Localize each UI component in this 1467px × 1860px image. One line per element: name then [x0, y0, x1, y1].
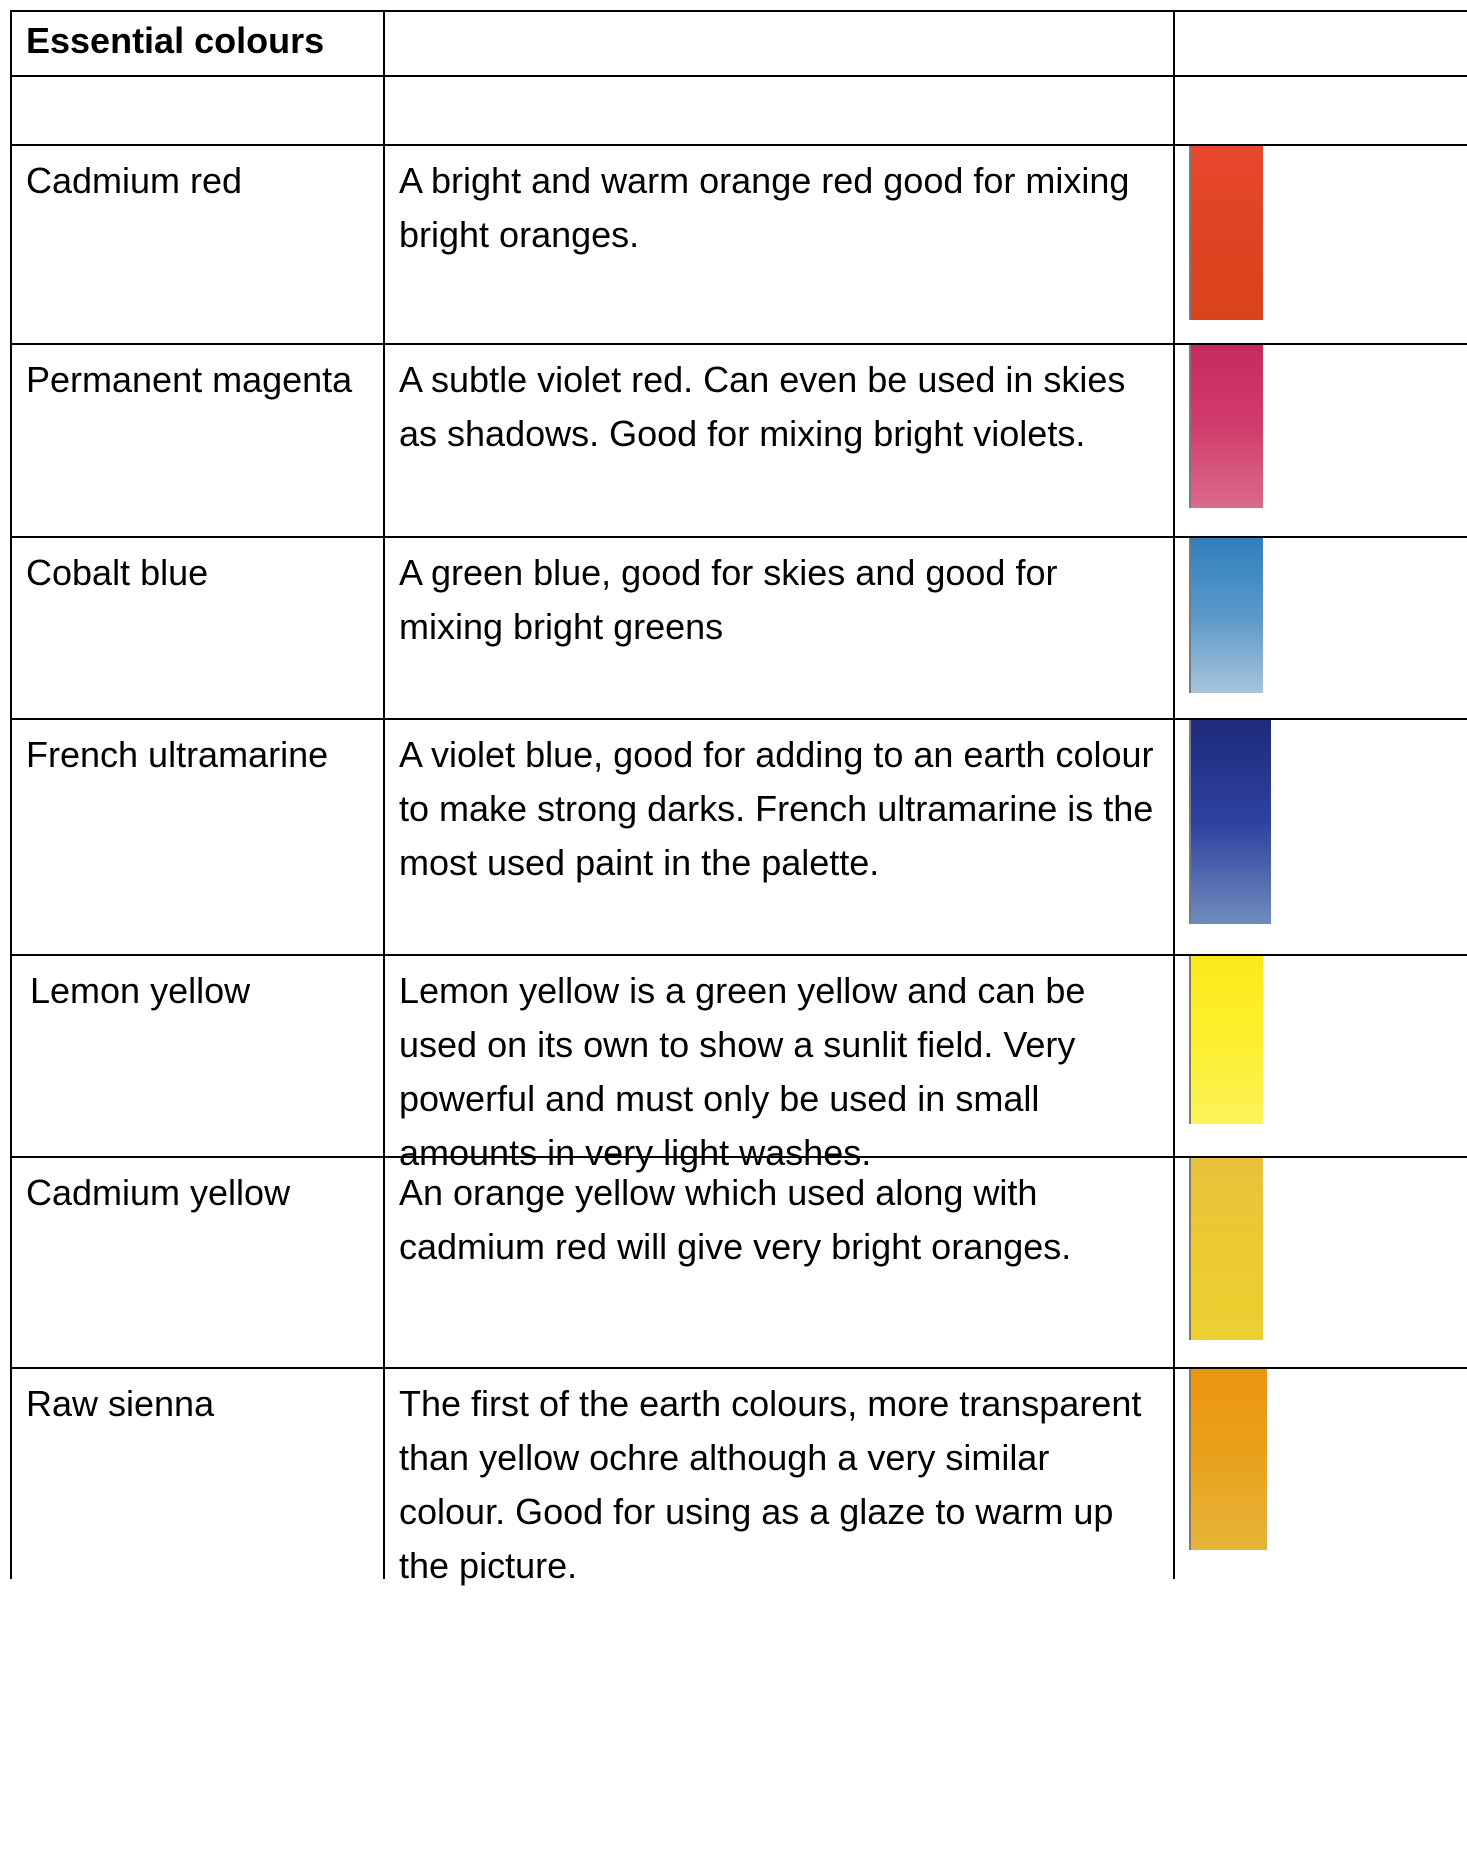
- header-empty-cell: [1173, 12, 1467, 75]
- colour-swatch: [1189, 1369, 1267, 1550]
- colour-description: A bright and warm orange red good for mixing bright oranges.: [383, 146, 1173, 343]
- colour-description: An orange yellow which used along with cadmium red will give very bright oranges.: [383, 1158, 1173, 1367]
- essential-colours-table: [10, 10, 1467, 1586]
- colour-description: A subtle violet red. Can even be used in skies as shadows. Good for mixing bright violets.: [383, 345, 1173, 536]
- colour-name: French ultramarine: [10, 720, 383, 954]
- empty-row: [10, 77, 1467, 146]
- colour-description: Lemon yellow is a green yellow and can be used on its own to show a sunlit field. Very powerful and must only be used in small amounts in very light washes.: [383, 956, 1173, 1156]
- colour-row-french-ultramarine: [10, 720, 1467, 956]
- colour-name: Cadmium yellow: [10, 1158, 383, 1367]
- swatch-cell: [1173, 1158, 1467, 1367]
- header-empty-cell: [383, 12, 1173, 75]
- colour-swatch: [1189, 345, 1263, 508]
- table-header-row: [10, 10, 1467, 77]
- swatch-cell: [1173, 720, 1467, 954]
- swatch-cell: [1173, 1369, 1467, 1579]
- colour-row-raw-sienna: [10, 1369, 1467, 1586]
- empty-cell: [383, 77, 1173, 144]
- colour-description: The first of the earth colours, more transparent than yellow ochre although a very similar colour. Good for using as a glaze to warm up the picture.: [383, 1369, 1173, 1579]
- colour-swatch: [1189, 146, 1263, 320]
- table-title: Essential colours: [10, 12, 383, 75]
- empty-cell: [1173, 77, 1467, 144]
- colour-swatch: [1189, 720, 1271, 924]
- swatch-cell: [1173, 956, 1467, 1156]
- colour-name: Lemon yellow: [10, 956, 383, 1156]
- colour-description: A violet blue, good for adding to an earth colour to make strong darks. French ultramarine is the most used paint in the palette.: [383, 720, 1173, 954]
- colour-row-lemon-yellow: [10, 956, 1467, 1173]
- colour-description: A green blue, good for skies and good for mixing bright greens: [383, 538, 1173, 718]
- colour-row-cobalt-blue: [10, 538, 1467, 720]
- colour-name: Permanent magenta: [10, 345, 383, 536]
- swatch-cell: [1173, 345, 1467, 536]
- colour-swatch: [1189, 956, 1263, 1124]
- colour-row-cadmium-yellow: [10, 1158, 1467, 1369]
- swatch-cell: [1173, 146, 1467, 343]
- colour-row-permanent-magenta: [10, 345, 1467, 538]
- colour-name: Cadmium red: [10, 146, 383, 343]
- swatch-cell: [1173, 538, 1467, 718]
- colour-name: Cobalt blue: [10, 538, 383, 718]
- empty-cell: [10, 77, 383, 144]
- colour-swatch: [1189, 1158, 1263, 1340]
- colour-swatch: [1189, 538, 1263, 693]
- colour-row-cadmium-red: [10, 146, 1467, 345]
- colour-name: Raw sienna: [10, 1369, 383, 1579]
